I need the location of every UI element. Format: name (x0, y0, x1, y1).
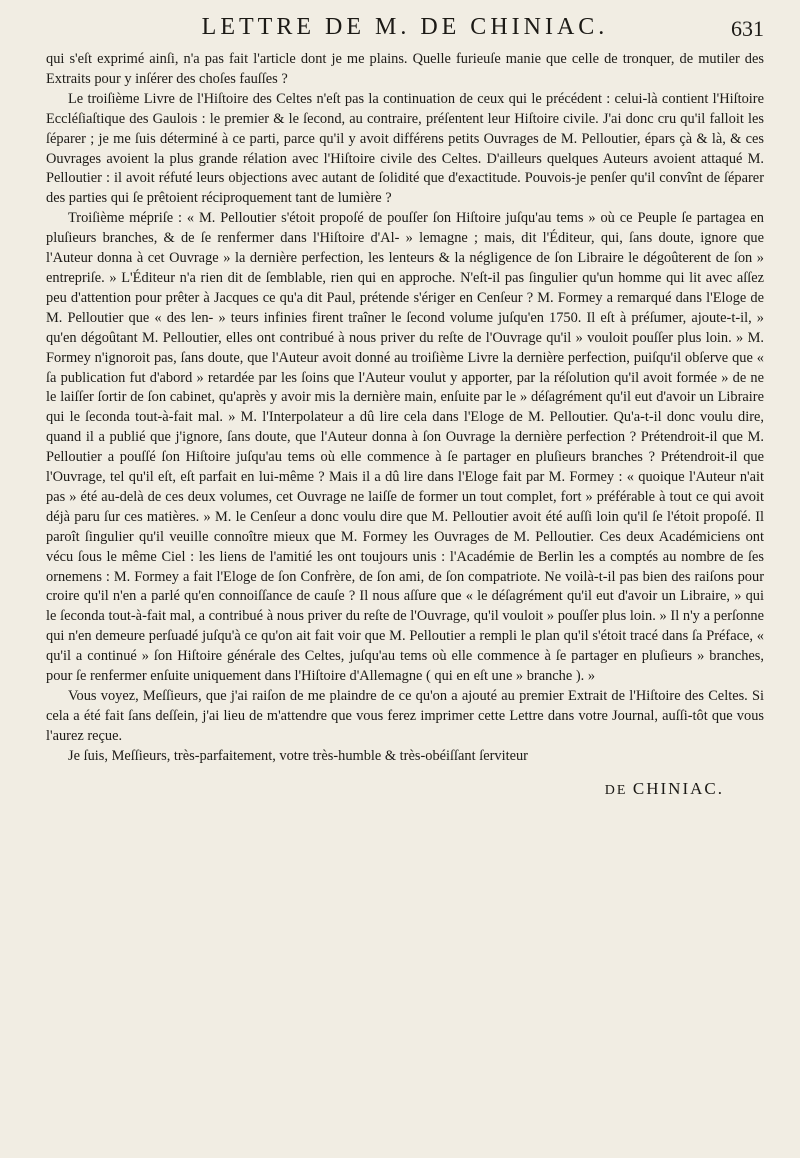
signature-prefix: DE (604, 782, 628, 798)
page (46, 14, 764, 799)
signature-name: CHINIAC. (632, 778, 724, 798)
paragraph-3: Troiſième mépriſe : « M. Pelloutier s'étoit propoſé de pouſſer ſon Hiſtoire juſqu'au tems » où ce Peuple ſe partagea en pluſieurs branches, & de ſe renfermer dans l'Hiſtoire d'Al- » lemagne ; mais, dit l'Éditeur, qui, ſans doute, ignore que l'Auteur donna à cet Ouvrage » la dernière perfection, les lenteurs & la négligence de ſon Libraire le dégoûterent de ſon » entrepriſe. » L'Éditeur n'a rien dit de ſemblable, rien qui en approche. N'eſt-il pas ſingulier qu'un homme qui lit avec aſſez peu d'attention pour prêter à Jacques ce qu'a dit Paul, prétende s'ériger en Cenſeur ? M. Formey a remarqué dans l'Eloge de M. Pelloutier que « des len- » teurs infinies firent traîner le ſecond volume juſqu'en 1750. Il eſt à préſumer, ajoute-t-il, » qu'en dégoûtant M. Pelloutier, elles ont contribué à nous priver du reſte de l'Ouvrage qu'il » vouloit pouſſer plus loin. » M. Formey n'ignoroit pas, ſans doute, que l'Auteur avoit donné au troiſième Livre la dernière perfection, puiſqu'il obſerve que « ſa publication fut d'abord » retardée par les ſoins que l'Auteur voulut y apporter, par la réſolution qu'il avoit formée » de ne le laiſſer ſortir de ſon cabinet, qu'après y avoir mis la dernière main, enſuite par le » déſagrément qu'il eut d'avoir un Libraire qui le ſeconda tout-à-fait mal. » M. l'Interpolateur a dû lire cela dans l'Eloge de M. Pelloutier. Qu'a-t-il donc voulu dire, quand il a publié que j'ignore, ſans doute, que l'Auteur donna à ſon Ouvrage la dernière perfection ? Prétendroit-il que M. Pelloutier a pouſſé ſon Hiſtoire juſqu'au tems où elle commence à ſe partager en pluſieurs branches ? Prétendroit-il que l'Ouvrage, tel qu'il eſt, eſt parfait en lui-même ? Mais il a dû lire dans l'Eloge fait par M. Formey : « quoique l'Auteur n'ait pas » été au-delà de ces deux volumes, cet Ouvrage ne laiſſe de former un tout complet, fort » préférable à tout ce qui avoit déjà paru ſur ces matières. » M. le Cenſeur a donc voulu dire que M. Pelloutier avoit été auſſi loin qu'il ſe l'étoit propoſé. Il paroît ſingulier qu'il veuille connoître mieux que M. Formey les Ouvrages de M. Pelloutier. Ces deux Académiciens ont vécu ſous le même Ciel : les liens de l'amitié les ont toujours unis : l'Académie de Berlin les a comptés au nombre de ſes ornemens : M. Formey a fait l'Eloge de ſon Confrère, de ſon ami, de ſon compatriote. Ne voilà-t-il pas bien des raiſons pour croire qu'il n'en a parlé qu'en connoiſſance de cauſe ? Il nous aſſure que « le déſagrément qu'il eut d'avoir un Libraire, » qui le ſeconda tout-à-fait mal, a contribué à nous priver du reſte de l'Ouvrage, qu'il vouloit » pouſſer plus loin. » Il n'y a perſonne qui n'en demeure perſuadé juſqu'à ce qu'on ait fait voir que M. Pelloutier a rempli le plan qu'il s'étoit tracé dans ſa Préface, « qu'il a continué » ſon Hiſtoire générale des Celtes, juſqu'au tems où elle commence à ſe partager en pluſieurs » branches, pour ſe renfermer enſuite uniquement dans l'Hiſtoire d'Allemagne ( qui en eſt une » branche ). » (46, 210, 764, 685)
paragraph-4: Vous voyez, Meſſieurs, que j'ai raiſon de me plaindre de ce qu'on a ajouté au premier Extrait de l'Hiſtoire des Celtes. Si cela a été fait ſans deſſein, j'ai lieu de m'attendre que vous ferez imprimer cette Lettre dans votre Journal, auſſi-tôt que vous l'aurez reçue. (46, 688, 764, 744)
paragraph-1: qui s'eſt exprimé ainſi, n'a pas fait l'article dont je me plains. Quelle furieuſe manie que celle de tronquer, de mutiler des Extraits pour y inſérer des choſes fauſſes ? (46, 51, 764, 87)
running-title: LETTRE DE M. DE CHINIAC. (201, 14, 609, 40)
page-number: 631 (731, 16, 764, 41)
paragraph-2: Le troiſième Livre de l'Hiſtoire des Celtes n'eſt pas la continuation de ceux qui le précédent : celui-là contient l'Hiſtoire Eccléſiaſtique des Gaulois : le premier & le ſecond, au contraire, préſentent leur Hiſtoire civile. J'ai donc cru qu'il falloit les ſéparer ; je me ſuis déterminé à ce parti, parce qu'il y avoit différens petits Ouvrages de M. Pelloutier, épars çà & là, & ces Ouvrages avoient la plus grande rélation avec l'Hiſtoire civile des Celtes. D'ailleurs quelques Auteurs avoient attaqué M. Pelloutier : il avoit réfuté leurs objections avec autant de ſolidité que d'exactitude. Pouvois-je penſer qu'il convînt de ſéparer des parties qui ſe prêtoient réciproquement tant de lumière ? (46, 90, 764, 207)
paragraph-5: Je ſuis, Meſſieurs, très-parfaitement, votre très-humble & très-obéiſſant ſerviteur (68, 747, 528, 764)
running-header (46, 14, 764, 50)
letter-body (46, 50, 764, 767)
signature (46, 779, 764, 799)
